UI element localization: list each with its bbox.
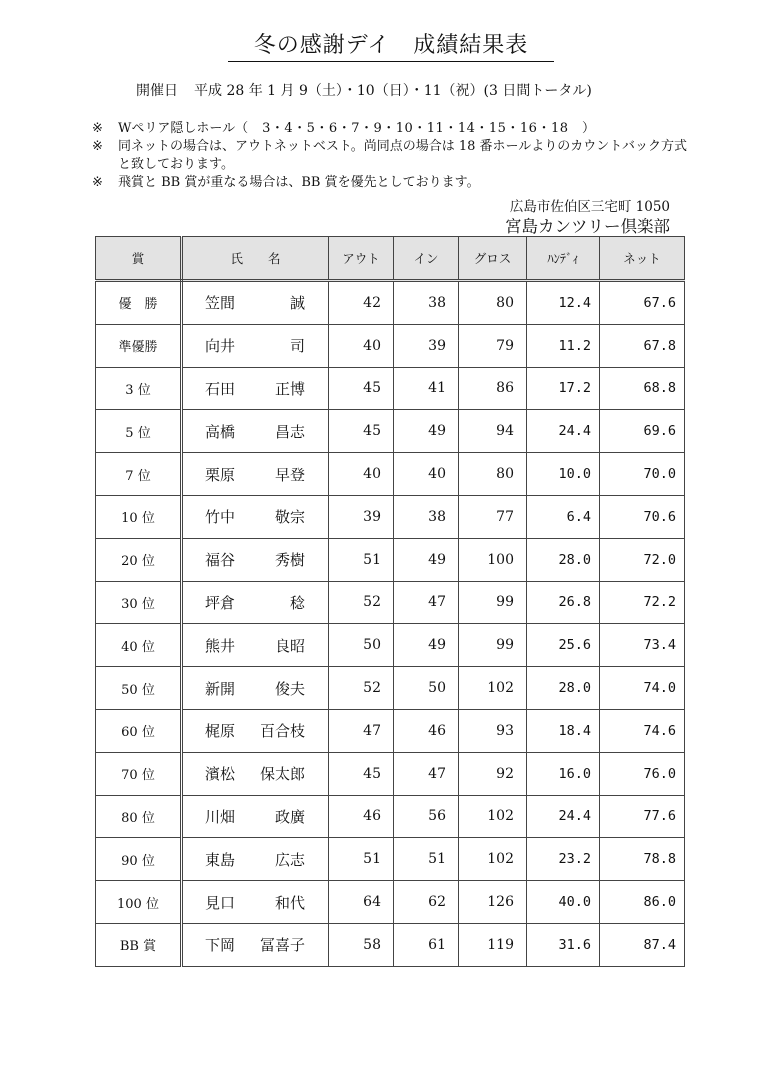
name-cell: [182, 453, 329, 496]
in-score-cell: 49: [394, 624, 459, 667]
table-row: [96, 752, 685, 795]
note-hidden-holes: [92, 120, 692, 138]
handicap-cell: 24.4: [527, 795, 600, 838]
out-score-cell: 39: [329, 495, 394, 538]
results-body: [96, 281, 685, 967]
first-name: 俊夫: [274, 679, 305, 698]
net-score-cell: 72.2: [600, 581, 685, 624]
name-cell: [182, 624, 329, 667]
prize-cell: BB 賞: [96, 923, 182, 966]
last-name: 坪倉: [205, 593, 236, 612]
prize-cell: 50 位: [96, 667, 182, 710]
net-score-cell: 77.6: [600, 795, 685, 838]
table-row: [96, 581, 685, 624]
column-header-net: ネット: [600, 237, 685, 281]
note-tiebreak: [92, 138, 692, 174]
table-row: [96, 538, 685, 581]
out-score-cell: 42: [329, 281, 394, 325]
first-name: 保太郎: [259, 765, 305, 784]
table-row: [96, 795, 685, 838]
net-score-cell: 72.0: [600, 538, 685, 581]
gross-score-cell: 119: [459, 923, 527, 966]
notes: [92, 120, 692, 192]
gross-score-cell: 126: [459, 881, 527, 924]
prize-cell: 7 位: [96, 453, 182, 496]
in-score-cell: 46: [394, 709, 459, 752]
prize-cell: 100 位: [96, 881, 182, 924]
in-score-cell: 41: [394, 367, 459, 410]
out-score-cell: 45: [329, 410, 394, 453]
prize-cell: 準優勝: [96, 324, 182, 367]
table-row: [96, 667, 685, 710]
column-header-gross: グロス: [459, 237, 527, 281]
prize-cell: 40 位: [96, 624, 182, 667]
last-name: 濱松: [205, 765, 236, 784]
last-name: 笠間: [205, 294, 236, 313]
results-table: [95, 236, 685, 967]
prize-cell: 30 位: [96, 581, 182, 624]
table-row: [96, 367, 685, 410]
column-header-name: 氏 名: [182, 237, 329, 281]
gross-score-cell: 80: [459, 453, 527, 496]
last-name: 梶原: [205, 722, 236, 741]
table-row: [96, 281, 685, 325]
prize-cell: 90 位: [96, 838, 182, 881]
last-name: 向井: [205, 337, 236, 356]
table-row: [96, 453, 685, 496]
handicap-cell: 11.2: [527, 324, 600, 367]
handicap-cell: 26.8: [527, 581, 600, 624]
note-bb-priority: [92, 174, 692, 192]
prize-cell: 5 位: [96, 410, 182, 453]
last-name: 東島: [205, 850, 236, 869]
date-text: 平成 28 年 1 月 9（土）・10（日）・11（祝）(3 日間トータル): [194, 83, 592, 99]
handicap-cell: 40.0: [527, 881, 600, 924]
note-mark: ※: [92, 121, 103, 136]
event-date: [136, 80, 592, 100]
gross-score-cell: 102: [459, 838, 527, 881]
in-score-cell: 40: [394, 453, 459, 496]
page-title: 冬の感謝デイ 成績結果表: [228, 28, 554, 62]
name-cell: [182, 795, 329, 838]
net-score-cell: 67.6: [600, 281, 685, 325]
name-cell: [182, 838, 329, 881]
out-score-cell: 45: [329, 367, 394, 410]
handicap-cell: 10.0: [527, 453, 600, 496]
gross-score-cell: 77: [459, 495, 527, 538]
net-score-cell: 86.0: [600, 881, 685, 924]
net-score-cell: 67.8: [600, 324, 685, 367]
first-name: 良昭: [274, 636, 305, 655]
first-name: 広志: [274, 850, 305, 869]
handicap-cell: 23.2: [527, 838, 600, 881]
table-row: [96, 495, 685, 538]
in-score-cell: 56: [394, 795, 459, 838]
prize-cell: 10 位: [96, 495, 182, 538]
in-score-cell: 47: [394, 752, 459, 795]
name-cell: [182, 881, 329, 924]
date-label: 開催日: [136, 83, 178, 99]
table-header-row: [96, 237, 685, 281]
last-name: 新開: [205, 679, 236, 698]
name-cell: [182, 667, 329, 710]
net-score-cell: 68.8: [600, 367, 685, 410]
in-score-cell: 38: [394, 495, 459, 538]
handicap-cell: 24.4: [527, 410, 600, 453]
note-text: 飛賞と BB 賞が重なる場合は、BB 賞を優先としております。: [118, 175, 480, 190]
gross-score-cell: 79: [459, 324, 527, 367]
out-score-cell: 47: [329, 709, 394, 752]
first-name: 敬宗: [274, 508, 305, 527]
name-cell: [182, 923, 329, 966]
net-score-cell: 69.6: [600, 410, 685, 453]
table-row: [96, 923, 685, 966]
first-name: 和代: [274, 893, 305, 912]
club-name: 宮島カンツリー倶楽部: [505, 217, 670, 236]
name-cell: [182, 709, 329, 752]
prize-cell: 70 位: [96, 752, 182, 795]
table-row: [96, 709, 685, 752]
last-name: 熊井: [205, 636, 236, 655]
name-cell: [182, 281, 329, 325]
handicap-cell: 28.0: [527, 667, 600, 710]
note-mark: ※: [92, 139, 103, 154]
in-score-cell: 62: [394, 881, 459, 924]
net-score-cell: 70.0: [600, 453, 685, 496]
last-name: 見口: [205, 893, 236, 912]
net-score-cell: 87.4: [600, 923, 685, 966]
note-text: 同ネットの場合は、アウトネットベスト。尚同点の場合は 18 番ホールよりのカウントバック方式と致しております。: [118, 139, 687, 172]
handicap-cell: 28.0: [527, 538, 600, 581]
name-cell: [182, 324, 329, 367]
out-score-cell: 52: [329, 581, 394, 624]
gross-score-cell: 100: [459, 538, 527, 581]
in-score-cell: 49: [394, 538, 459, 581]
column-header-prize: 賞: [96, 237, 182, 281]
note-text: Wペリア隠しホール（: [118, 121, 249, 136]
prize-cell: 80 位: [96, 795, 182, 838]
first-name: 稔: [289, 593, 305, 612]
last-name: 石田: [205, 379, 236, 398]
gross-score-cell: 86: [459, 367, 527, 410]
column-header-out: アウト: [329, 237, 394, 281]
net-score-cell: 74.0: [600, 667, 685, 710]
out-score-cell: 40: [329, 453, 394, 496]
name-cell: [182, 538, 329, 581]
first-name: 早登: [274, 465, 305, 484]
net-score-cell: 70.6: [600, 495, 685, 538]
in-score-cell: 50: [394, 667, 459, 710]
out-score-cell: 46: [329, 795, 394, 838]
out-score-cell: 52: [329, 667, 394, 710]
gross-score-cell: 102: [459, 667, 527, 710]
first-name: 正博: [274, 379, 305, 398]
first-name: 誠: [289, 294, 305, 313]
name-cell: [182, 410, 329, 453]
out-score-cell: 45: [329, 752, 394, 795]
hidden-holes-list: 3・4・5・6・7・9・10・11・14・15・16・18 ）: [262, 121, 596, 136]
name-cell: [182, 581, 329, 624]
handicap-cell: 12.4: [527, 281, 600, 325]
net-score-cell: 73.4: [600, 624, 685, 667]
prize-cell: 20 位: [96, 538, 182, 581]
first-name: 冨喜子: [259, 936, 305, 955]
prize-cell: 優 勝: [96, 281, 182, 325]
prize-cell: 3 位: [96, 367, 182, 410]
out-score-cell: 51: [329, 838, 394, 881]
name-cell: [182, 752, 329, 795]
out-score-cell: 51: [329, 538, 394, 581]
handicap-cell: 18.4: [527, 709, 600, 752]
in-score-cell: 39: [394, 324, 459, 367]
name-cell: [182, 495, 329, 538]
table-row: [96, 838, 685, 881]
handicap-cell: 6.4: [527, 495, 600, 538]
gross-score-cell: 99: [459, 581, 527, 624]
last-name: 栗原: [205, 465, 236, 484]
last-name: 高橋: [205, 422, 236, 441]
column-header-handicap: ﾊﾝﾃﾞｨ: [527, 237, 600, 281]
handicap-cell: 25.6: [527, 624, 600, 667]
first-name: 秀樹: [274, 551, 305, 570]
in-score-cell: 38: [394, 281, 459, 325]
out-score-cell: 58: [329, 923, 394, 966]
in-score-cell: 47: [394, 581, 459, 624]
net-score-cell: 78.8: [600, 838, 685, 881]
table-row: [96, 324, 685, 367]
last-name: 竹中: [205, 508, 236, 527]
first-name: 昌志: [274, 422, 305, 441]
note-mark: ※: [92, 175, 103, 190]
gross-score-cell: 93: [459, 709, 527, 752]
club-address-block: [470, 198, 670, 237]
gross-score-cell: 92: [459, 752, 527, 795]
gross-score-cell: 99: [459, 624, 527, 667]
table-row: [96, 624, 685, 667]
last-name: 川畑: [205, 807, 236, 826]
net-score-cell: 74.6: [600, 709, 685, 752]
out-score-cell: 50: [329, 624, 394, 667]
out-score-cell: 40: [329, 324, 394, 367]
handicap-cell: 31.6: [527, 923, 600, 966]
first-name: 百合枝: [259, 722, 305, 741]
in-score-cell: 61: [394, 923, 459, 966]
in-score-cell: 49: [394, 410, 459, 453]
gross-score-cell: 80: [459, 281, 527, 325]
column-header-in: イン: [394, 237, 459, 281]
first-name: 政廣: [274, 807, 305, 826]
name-cell: [182, 367, 329, 410]
last-name: 福谷: [205, 551, 236, 570]
in-score-cell: 51: [394, 838, 459, 881]
table-row: [96, 881, 685, 924]
gross-score-cell: 102: [459, 795, 527, 838]
last-name: 下岡: [205, 936, 236, 955]
prize-cell: 60 位: [96, 709, 182, 752]
first-name: 司: [289, 337, 305, 356]
out-score-cell: 64: [329, 881, 394, 924]
handicap-cell: 17.2: [527, 367, 600, 410]
handicap-cell: 16.0: [527, 752, 600, 795]
net-score-cell: 76.0: [600, 752, 685, 795]
club-address: 広島市佐伯区三宅町 1050: [509, 199, 670, 215]
gross-score-cell: 94: [459, 410, 527, 453]
table-row: [96, 410, 685, 453]
